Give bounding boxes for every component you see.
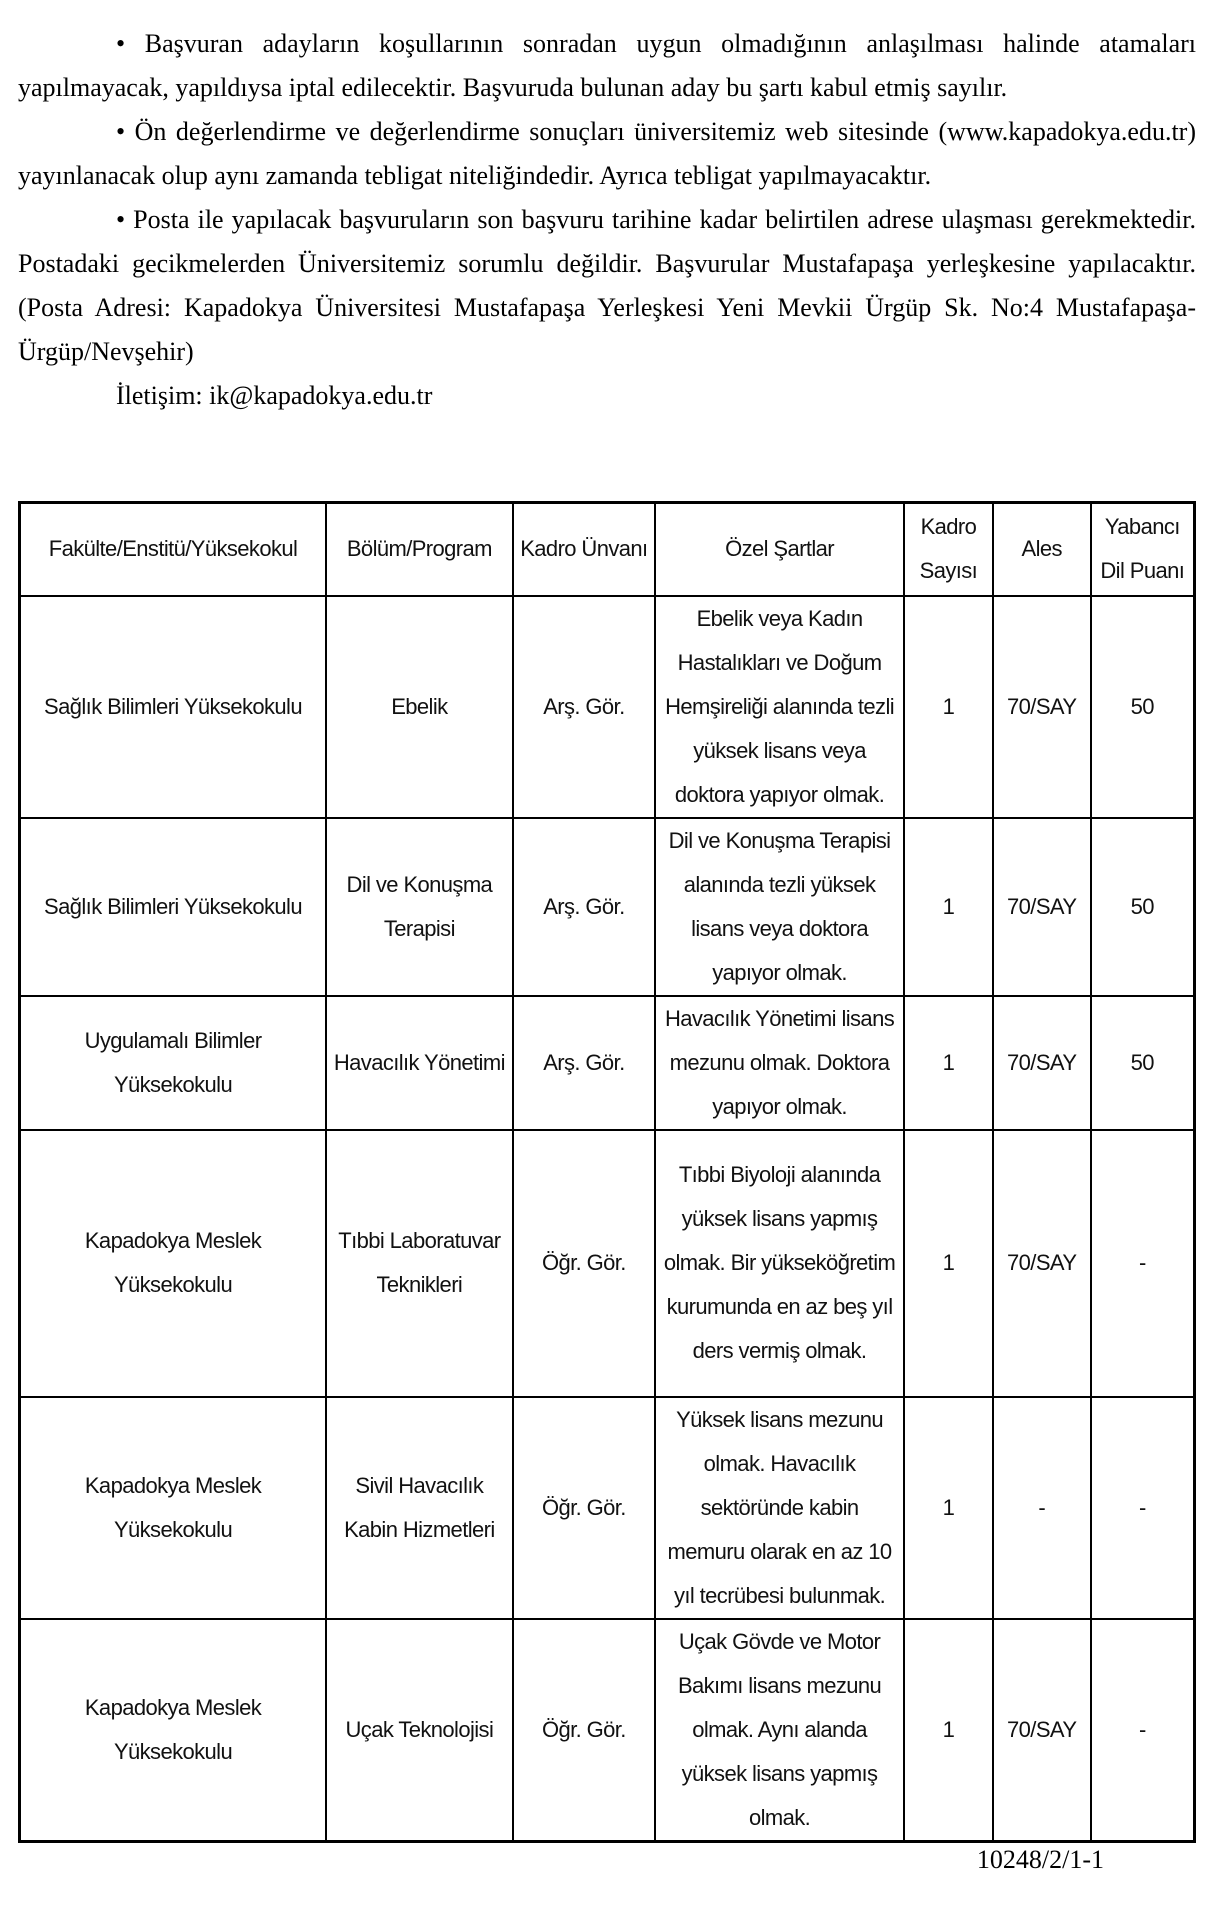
contact-line: İletişim: ik@kapadokya.edu.tr [116,381,433,410]
table-cell: Uçak Gövde ve Motor Bakımı lisans mezunu olmak. Aynı alanda yüksek lisans yapmış olmak. [655,1619,904,1842]
table-cell: Öğr. Gör. [513,1619,655,1842]
table-cell: Öğr. Gör. [513,1130,655,1397]
table-row [20,1619,1195,1842]
table-cell: Ebelik [326,596,513,818]
table-cell: 50 [1091,818,1195,996]
table-cell: 1 [904,1397,993,1619]
announcement-text [18,22,1196,418]
table-cell: Arş. Gör. [513,996,655,1130]
document-code: 10248/2/1-1 [976,1845,1104,1874]
table-cell: Sivil Havacılık Kabin Hizmetleri [326,1397,513,1619]
table-cell: Dil ve Konuşma Terapisi alanında tezli yüksek lisans veya doktora yapıyor olmak. [655,818,904,996]
table-row [20,1130,1195,1397]
table-header-row [20,503,1195,596]
table-cell: 1 [904,1130,993,1397]
table-row [20,596,1195,818]
table-cell: 70/SAY [993,818,1091,996]
table-cell: Kapadokya Meslek Yüksekokulu [20,1397,327,1619]
table-cell: 70/SAY [993,996,1091,1130]
table-cell: - [1091,1619,1195,1842]
table-cell: - [1091,1397,1195,1619]
table-cell: - [1091,1130,1195,1397]
table-cell: Arş. Gör. [513,596,655,818]
header-cell: Fakülte/Enstitü/Yüksekokul [20,503,327,596]
table-cell: Arş. Gör. [513,818,655,996]
table-cell: Havacılık Yönetimi [326,996,513,1130]
table-cell: Dil ve Konuşma Terapisi [326,818,513,996]
table-cell: Sağlık Bilimleri Yüksekokulu [20,818,327,996]
table-cell: 50 [1091,996,1195,1130]
table-cell: 50 [1091,596,1195,818]
header-cell: Kadro Ünvanı [513,503,655,596]
table-cell: Havacılık Yönetimi lisans mezunu olmak. Doktora yapıyor olmak. [655,996,904,1130]
table-cell: Kapadokya Meslek Yüksekokulu [20,1619,327,1842]
table-cell: Uygulamalı Bilimler Yüksekokulu [20,996,327,1130]
table-cell: Tıbbi Laboratuvar Teknikleri [326,1130,513,1397]
header-cell: Ales [993,503,1091,596]
table-cell: Öğr. Gör. [513,1397,655,1619]
positions-table [18,501,1196,1843]
table-cell: Yüksek lisans mezunu olmak. Havacılık sektöründe kabin memuru olarak en az 10 yıl tecrübesi bulunmak. [655,1397,904,1619]
table-cell: Tıbbi Biyoloji alanında yüksek lisans yapmış olmak. Bir yükseköğretim kurumunda en az beş yıl ders vermiş olmak. [655,1130,904,1397]
paragraph: • Posta ile yapılacak başvuruların son başvuru tarihine kadar belirtilen adrese ulaşması gerekmektedir. Postadaki gecikmelerden Üniversitemiz sorumlu değildir. Başvurular Mustafapaşa yerleşkesine yapılacaktır. (Posta Adresi: Kapadokya Üniversitesi Mustafapaşa Yerleşkesi Yeni Mevkii Ürgüp Sk. No:4 Mustafapaşa-Ürgüp/Nevşehir) [18,205,1196,366]
table-row [20,818,1195,996]
table-cell: 70/SAY [993,596,1091,818]
table-cell: 70/SAY [993,1619,1091,1842]
paragraph: • Başvuran adayların koşullarının sonradan uygun olmadığının anlaşılması halinde atamaları yapılmayacak, yapıldıysa iptal edilecektir. Başvuruda bulunan aday bu şartı kabul etmiş sayılır. [18,29,1196,102]
table-row [20,996,1195,1130]
table-cell: Uçak Teknolojisi [326,1619,513,1842]
table-cell: 1 [904,996,993,1130]
paragraph: • Ön değerlendirme ve değerlendirme sonuçları üniversitemiz web sitesinde (www.kapadokya.edu.tr) yayınlanacak olup aynı zamanda tebligat niteliğindedir. Ayrıca tebligat yapılmayacaktır. [18,117,1196,190]
table-cell: Ebelik veya Kadın Hastalıkları ve Doğum Hemşireliği alanında tezli yüksek lisans veya doktora yapıyor olmak. [655,596,904,818]
table-cell: 70/SAY [993,1130,1091,1397]
header-cell: Yabancı Dil Puanı [1091,503,1195,596]
table-cell: - [993,1397,1091,1619]
table-cell: 1 [904,1619,993,1842]
table-cell: 1 [904,818,993,996]
header-cell: Bölüm/Program [326,503,513,596]
table-row [20,1397,1195,1619]
header-cell: Kadro Sayısı [904,503,993,596]
table-cell: Sağlık Bilimleri Yüksekokulu [20,596,327,818]
header-cell: Özel Şartlar [655,503,904,596]
table-cell: 1 [904,596,993,818]
table-cell: Kapadokya Meslek Yüksekokulu [20,1130,327,1397]
